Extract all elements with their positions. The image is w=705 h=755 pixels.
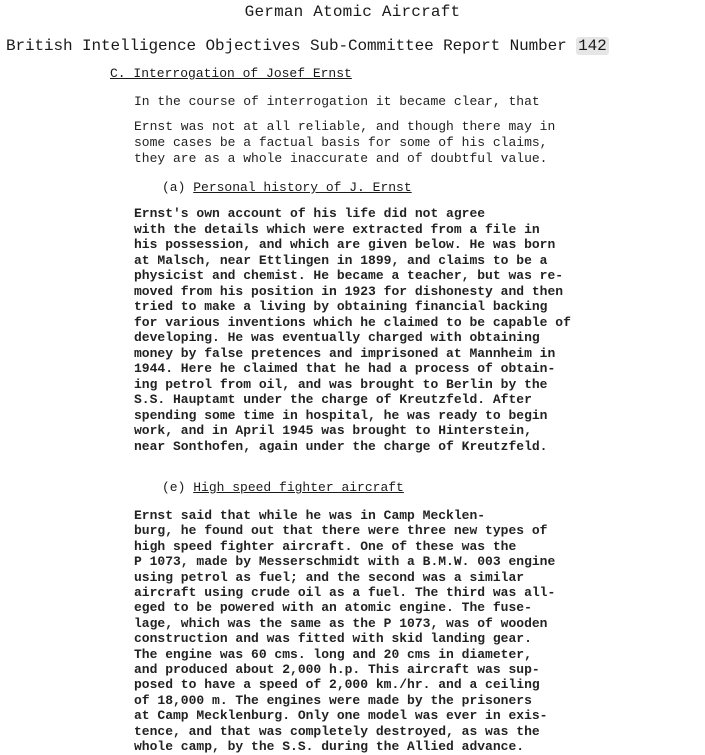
text-line: spending some time in hospital, he was ready to begin	[134, 407, 548, 423]
subsection-a-heading	[162, 180, 412, 196]
subsection-e-paragraph	[134, 508, 555, 755]
text-line: near Sonthofen, again under the charge of Kreutzfeld.	[134, 438, 548, 454]
text-line: tried to make a living by obtaining financial backing	[134, 299, 548, 314]
text-line: burg, he found out that there were three new types of	[134, 523, 548, 539]
subsection-a-marker: (a)	[162, 180, 186, 195]
text-line: Ernst was not at all reliable, and though there may in	[134, 119, 556, 134]
text-line: moved from his position in 1923 for dishonesty and then	[134, 283, 564, 299]
text-line: with the details which were extracted from a file in	[134, 221, 540, 237]
text-line: at Malsch, near Ettlingen in 1899, and claims to be a	[134, 252, 548, 268]
text-line: aircraft using crude oil as a fuel. The third was all-	[134, 585, 556, 601]
text-line: at Camp Mecklenburg. Only one model was ever in exis-	[134, 708, 548, 724]
text-line: In the course of interrogation it became clear, that	[134, 94, 540, 109]
text-line: 1944. Here he claimed that he had a process of obtain-	[134, 361, 556, 376]
subsection-e-marker: (e)	[162, 480, 186, 495]
text-line: and produced about 2,000 h.p. This aircraft was sup-	[134, 662, 540, 678]
text-line: his possession, and which are given below. He was born	[134, 237, 556, 252]
section-heading: C. Interrogation of Josef Ernst	[110, 66, 352, 81]
text-line: construction and was fitted with skid landing gear.	[134, 631, 532, 647]
text-line: work, and in April 1945 was brought to Hinterstein,	[134, 423, 532, 438]
subsection-e-title: High speed fighter aircraft	[193, 480, 404, 495]
text-line: using petrol as fuel; and the second was a similar	[134, 569, 525, 585]
text-line: of 18,000 m. The engines were made by the prisoners	[134, 692, 532, 708]
text-line: for various inventions which he claimed to be capable of	[134, 314, 571, 330]
text-line: Ernst said that while he was in Camp Mecklen-	[134, 508, 486, 523]
text-line: lage, which was the same as the P 1073, was of wooden	[134, 615, 548, 631]
subsection-e-heading	[162, 480, 404, 496]
text-line: tence, and that was completely destroyed, as was the	[134, 723, 540, 739]
report-number: 142	[578, 37, 607, 55]
text-line: eged to be powered with an atomic engine. The fuse-	[134, 600, 532, 616]
text-line: some cases be a factual basis for some of his claims,	[134, 135, 548, 150]
text-line: high speed fighter aircraft. One of these was the	[134, 538, 517, 554]
subsection-a-title: Personal history of J. Ernst	[193, 180, 412, 195]
report-subtitle	[6, 36, 609, 56]
text-line: whole camp, by the S.S. during the Allied advance.	[134, 739, 525, 755]
intro-paragraph	[134, 94, 555, 167]
document-title: German Atomic Aircraft	[244, 3, 461, 21]
text-line: money by false pretences and imprisoned at Mannheim in	[134, 345, 556, 361]
text-line: ing petrol from oil, and was brought to Berlin by the	[134, 376, 548, 392]
text-line: developing. He was eventually charged with obtaining	[134, 330, 540, 345]
text-line: Ernst's own account of his life did not agree	[134, 206, 486, 221]
subsection-a-paragraph	[134, 206, 571, 454]
text-line: physicist and chemist. He became a teacher, but was re-	[134, 268, 564, 283]
text-line: S.S. Hauptamt under the charge of Kreutzfeld. After	[134, 392, 532, 407]
report-subtitle-text: British Intelligence Objectives Sub-Committee Report Number	[6, 37, 567, 55]
text-line: The engine was 60 cms. long and 20 cms in diameter,	[134, 646, 532, 662]
text-line: they are as a whole inaccurate and of doubtful value.	[134, 151, 548, 166]
text-line: P 1073, made by Messerschmidt with a B.M.W. 003 engine	[134, 554, 556, 570]
text-line: posed to have a speed of 2,000 km./hr. and a ceiling	[134, 677, 540, 693]
